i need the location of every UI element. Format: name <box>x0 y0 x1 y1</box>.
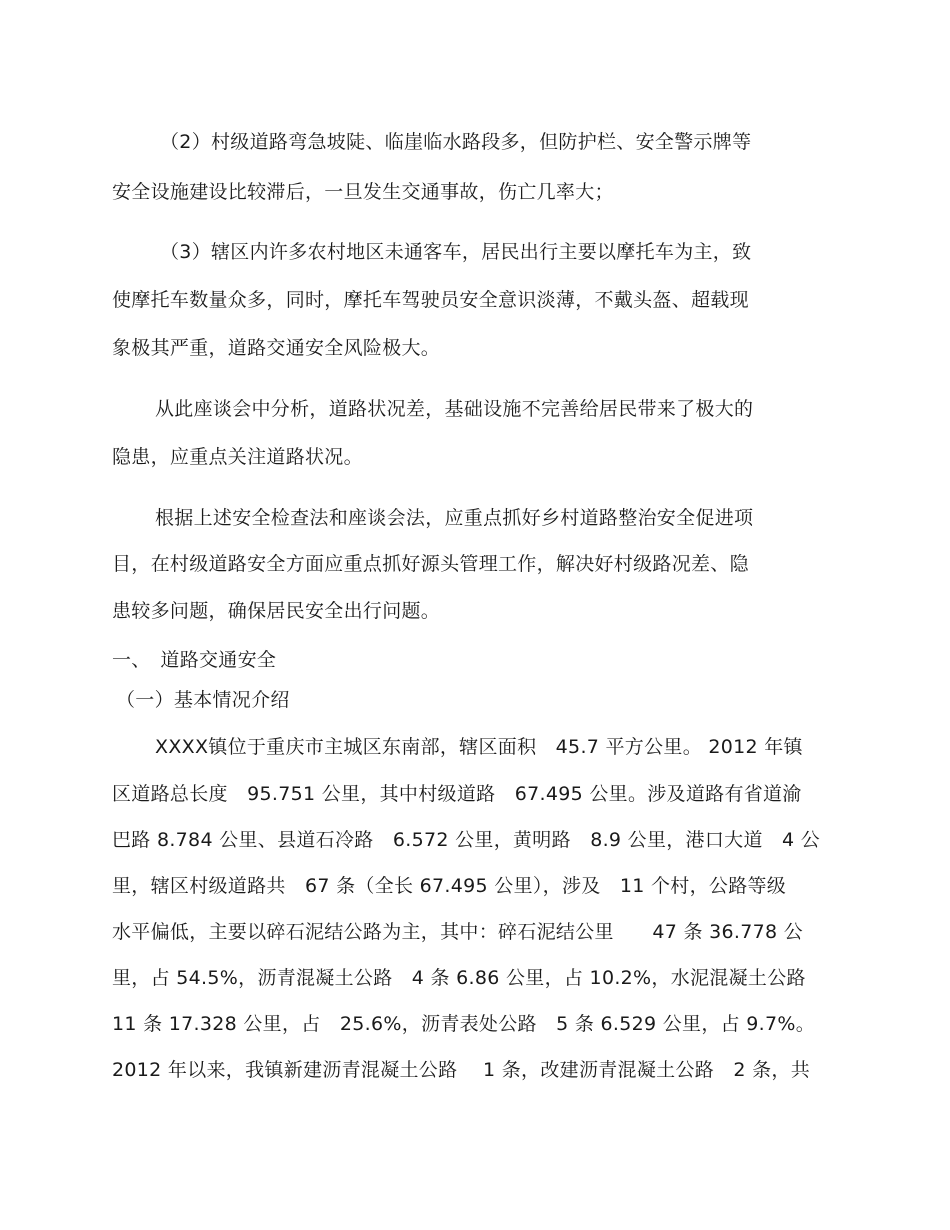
text-line: 巴路 8.784 公里、县道石冷路 6.572 公里，黄明路 8.9 公里，港口大道 4 公 <box>112 829 821 851</box>
text-line: XXXX镇位于重庆市主城区东南部，辖区面积 45.7 平方公里。 2012 年镇 <box>155 736 803 758</box>
text-line: 隐患，应重点关注道路状况。 <box>112 446 363 468</box>
text-line: 水平偏低，主要以碎石泥结公路为主，其中：碎石泥结公里 47 条 36.778 公 <box>112 921 804 943</box>
text-line: 区道路总长度 95.751 公里，其中村级道路 67.495 公里。涉及道路有省道渝 <box>112 783 802 805</box>
text-line: 从此座谈会中分析，道路状况差，基础设施不完善给居民带来了极大的 <box>155 398 754 420</box>
text-line: 安全设施建设比较滞后，一旦发生交通事故，伤亡几率大； <box>112 181 614 203</box>
text-line: 目，在村级道路安全方面应重点抓好源头管理工作，解决好村级路况差、隐 <box>112 553 749 575</box>
section-heading: 一、 道路交通安全 <box>112 649 277 671</box>
text-line: 象极其严重，道路交通安全风险极大。 <box>112 337 441 359</box>
text-line: 里，占 54.5%，沥青混凝土公路 4 条 6.86 公里，占 10.2%，水泥混凝土公路 <box>112 967 806 989</box>
text-line: 11 条 17.328 公里，占 25.6%，沥青表处公路 5 条 6.529 公里，占 9.7%。 <box>112 1013 816 1035</box>
text-line: 2012 年以来，我镇新建沥青混凝土公路 1 条，改建沥青混凝土公路 2 条，共 <box>112 1059 810 1081</box>
text-line: 里，辖区村级道路共 67 条（全长 67.495 公里），涉及 11 个村，公路等级 <box>112 875 787 897</box>
text-line: 患较多问题，确保居民安全出行问题。 <box>112 600 441 622</box>
text-line: （3）辖区内许多农村地区未通客车，居民出行主要以摩托车为主，致 <box>160 241 752 263</box>
text-line: 根据上述安全检查法和座谈会法，应重点抓好乡村道路整治安全促进项 <box>155 507 754 529</box>
text-line: （2）村级道路弯急坡陡、临崖临水路段多，但防护栏、安全警示牌等 <box>160 131 752 153</box>
subsection-heading: （一）基本情况介绍 <box>116 689 290 711</box>
text-line: 使摩托车数量众多，同时，摩托车驾驶员安全意识淡薄，不戴头盔、超载现 <box>112 289 749 311</box>
